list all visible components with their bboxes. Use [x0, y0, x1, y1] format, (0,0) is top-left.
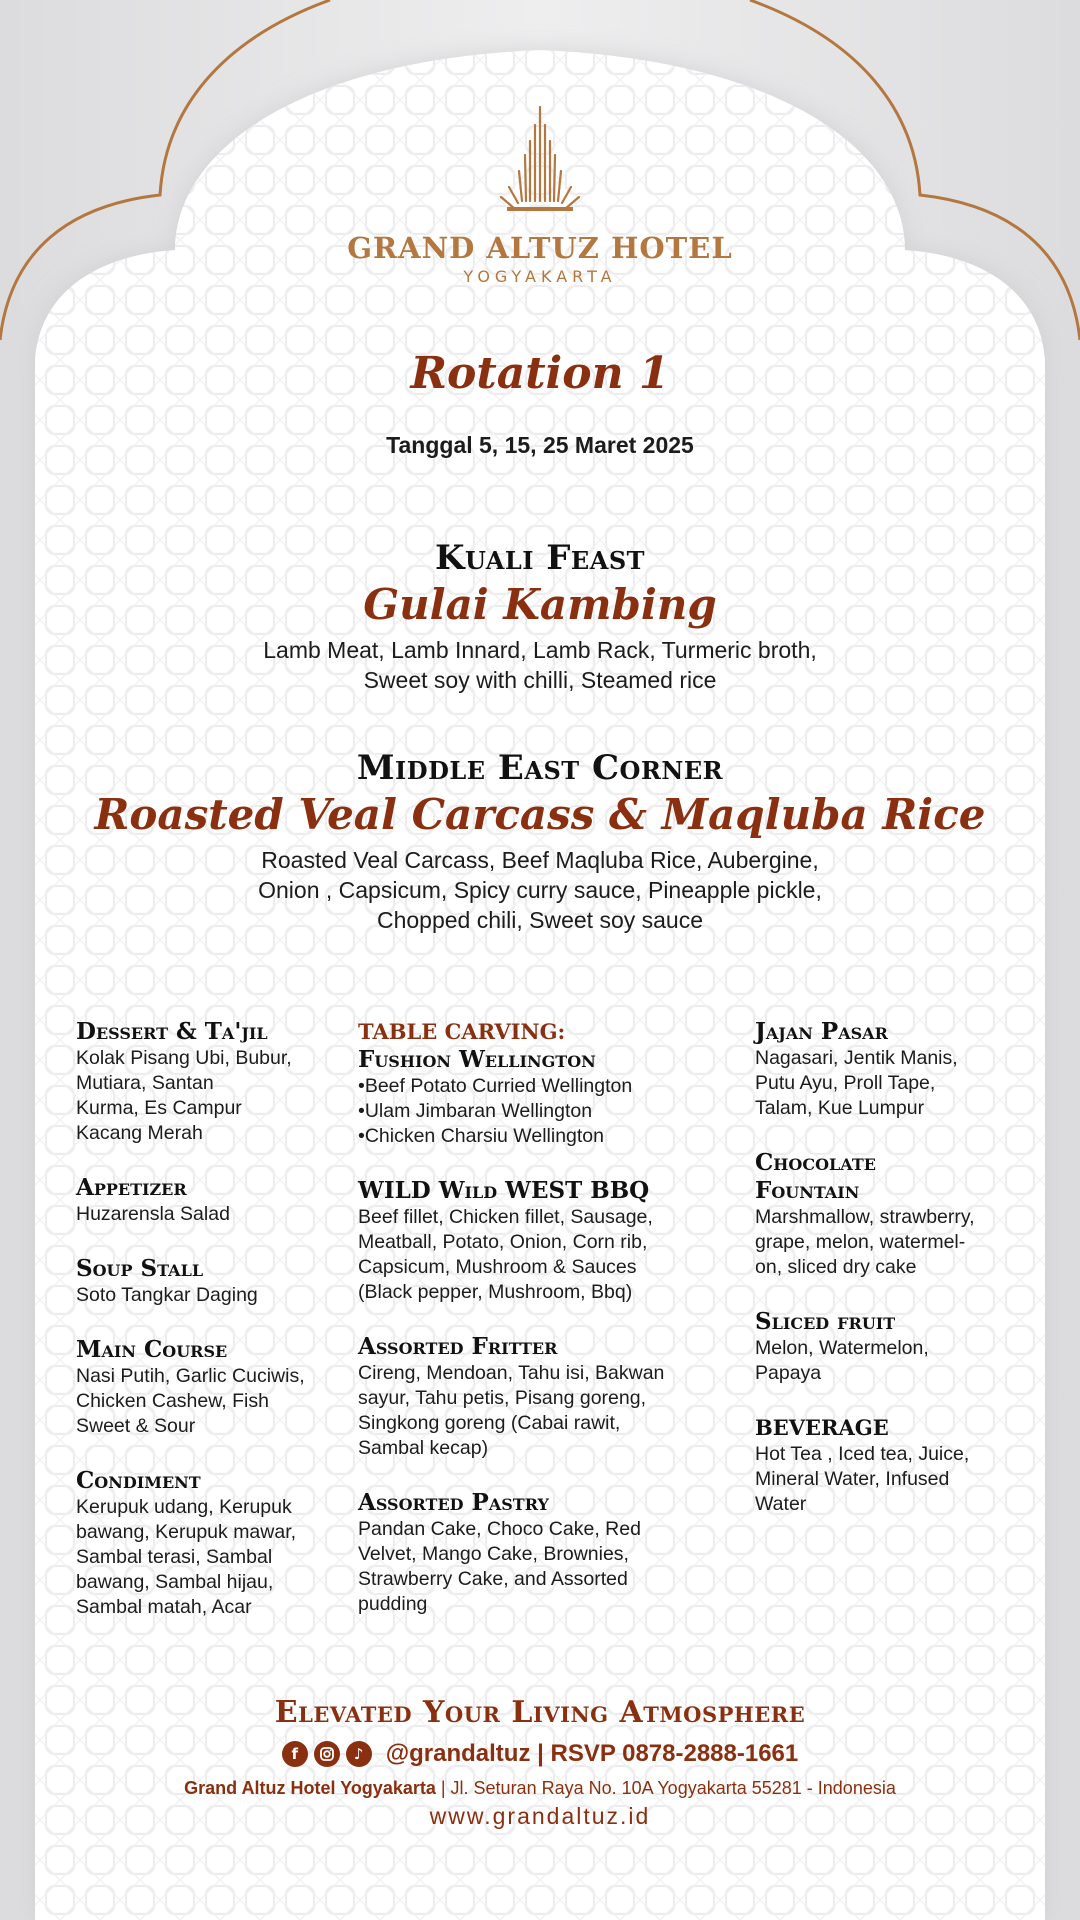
condiment-items — [76, 1495, 346, 1620]
list-item: • Ulam Jimbaran Wellington — [358, 1099, 718, 1124]
sliced-fruit-title: Sliced fruit — [755, 1308, 896, 1335]
hotel-city: YOGYAKARTA — [463, 267, 617, 286]
menu-line: Sambal terasi, Sambal — [76, 1546, 273, 1568]
menu-line: Hot Tea , Iced tea, Juice, — [755, 1443, 970, 1465]
hotel-address — [0, 1778, 1080, 1799]
menu-line: Strawberry Cake, and Assorted — [358, 1568, 628, 1590]
chocolate-fountain-section — [755, 1149, 1025, 1280]
dessert-items — [76, 1046, 346, 1146]
condiment-title: Condiment — [76, 1467, 201, 1494]
menu-line: Soto Tangkar Daging — [76, 1284, 258, 1306]
dessert-title: Dessert & Ta'jil — [76, 1018, 268, 1045]
menu-line: Marshmallow, strawberry, — [755, 1206, 975, 1228]
menu-line: Sweet & Sour — [76, 1415, 196, 1437]
beverage-section — [755, 1414, 1025, 1517]
logo-crown-icon — [485, 105, 595, 225]
tiktok-icon[interactable]: ♪ — [346, 1741, 372, 1767]
chocolate-fountain-title-2: Fountain — [755, 1177, 860, 1204]
menu-line: Sambal kecap) — [358, 1437, 489, 1459]
menu-line: bawang, Kerupuk mawar, — [76, 1521, 297, 1543]
menu-line: Papaya — [755, 1362, 822, 1384]
jajan-pasar-section — [755, 1018, 1025, 1121]
chocolate-fountain-title: Chocolate — [755, 1149, 876, 1176]
bbq-items — [358, 1205, 718, 1305]
main-course-title: Main Course — [76, 1336, 228, 1363]
menu-line: grape, melon, watermel- — [755, 1231, 966, 1253]
chocolate-fountain-items — [755, 1205, 1025, 1280]
menu-line: Mineral Water, Infused — [755, 1468, 950, 1490]
menu-line: Beef fillet, Chicken fillet, Sausage, — [358, 1206, 653, 1228]
address-street: | Jl. Seturan Raya No. 10A Yogyakarta 55281 - Indonesia — [435, 1778, 896, 1798]
menu-line: Kerupuk udang, Kerupuk — [76, 1496, 292, 1518]
kuali-desc-line: Sweet soy with chilli, Steamed rice — [363, 667, 717, 693]
main-course-items — [76, 1364, 346, 1439]
middle-east-desc-line: Onion , Capsicum, Spicy curry sauce, Pineapple pickle, — [258, 877, 822, 903]
list-item: • Chicken Charsiu Wellington — [358, 1124, 718, 1149]
menu-line: Velvet, Mango Cake, Brownies, — [358, 1543, 629, 1565]
soup-section — [76, 1255, 346, 1308]
table-carving-section — [358, 1018, 718, 1149]
middle-east-section — [60, 748, 1020, 935]
menu-line: Kurma, Es Campur — [76, 1097, 242, 1119]
beverage-items — [755, 1442, 1025, 1517]
middle-east-desc-line: Chopped chili, Sweet soy sauce — [376, 907, 704, 933]
menu-line: sayur, Tahu petis, Pisang goreng, — [358, 1387, 646, 1409]
facebook-icon[interactable]: f — [282, 1741, 308, 1767]
middle-east-desc-line: Roasted Veal Carcass, Beef Maqluba Rice, Aubergine, — [261, 847, 819, 873]
kuali-feast-description — [60, 635, 1020, 695]
menu-line: Kolak Pisang Ubi, Bubur, — [76, 1047, 292, 1069]
fritter-title: Assorted Fritter — [358, 1333, 558, 1360]
condiment-section — [76, 1467, 346, 1620]
menu-line: Talam, Kue Lumpur — [755, 1097, 925, 1119]
menu-column-center — [358, 1018, 718, 1645]
website-link[interactable]: www.grandaltuz.id — [429, 1803, 651, 1829]
middle-east-title: Middle East Corner — [356, 748, 724, 788]
middle-east-description — [60, 845, 1020, 935]
sliced-fruit-items — [755, 1336, 1025, 1386]
menu-line: Cireng, Mendoan, Tahu isi, Bakwan — [358, 1362, 665, 1384]
appetizer-section — [76, 1174, 346, 1227]
table-carving-title: Fushion Wellington — [358, 1046, 596, 1073]
appetizer-items — [76, 1202, 346, 1227]
kuali-feast-dish: Gulai Kambing — [363, 580, 717, 629]
sliced-fruit-section — [755, 1308, 1025, 1386]
rotation-title: Rotation 1 — [410, 348, 670, 399]
bbq-section — [358, 1177, 718, 1305]
pastry-title: Assorted Pastry — [358, 1489, 549, 1516]
menu-line: Mutiara, Santan — [76, 1072, 214, 1094]
middle-east-dish: Roasted Veal Carcass & Maqluba Rice — [94, 790, 986, 839]
soup-title: Soup Stall — [76, 1255, 204, 1282]
address-hotel-name: Grand Altuz Hotel Yogyakarta — [184, 1778, 436, 1798]
table-carving-label: TABLE CARVING: — [358, 1019, 566, 1044]
wellington-list — [358, 1074, 718, 1149]
menu-column-right — [755, 1018, 1025, 1545]
menu-line: Water — [755, 1493, 807, 1515]
menu-line: Putu Ayu, Proll Tape, — [755, 1072, 936, 1094]
menu-line: pudding — [358, 1593, 428, 1615]
menu-line: on, sliced dry cake — [755, 1256, 917, 1278]
instagram-icon[interactable] — [314, 1741, 340, 1767]
menu-line: (Black pepper, Mushroom, Bbq) — [358, 1281, 633, 1303]
menu-line: Sambal matah, Acar — [76, 1596, 252, 1618]
menu-line: Chicken Cashew, Fish — [76, 1390, 269, 1412]
hotel-logo — [0, 105, 1080, 286]
menu-column-left — [76, 1018, 346, 1648]
list-item: • Beef Potato Curried Wellington — [358, 1074, 718, 1099]
bbq-title: WILD Wild WEST BBQ — [358, 1177, 650, 1204]
jajan-pasar-items — [755, 1046, 1025, 1121]
social-row — [0, 1740, 1080, 1768]
fritter-section — [358, 1333, 718, 1461]
dessert-section — [76, 1018, 346, 1146]
kuali-desc-line: Lamb Meat, Lamb Innard, Lamb Rack, Turmeric broth, — [263, 637, 817, 663]
menu-line: Singkong goreng (Cabai rawit, — [358, 1412, 621, 1434]
menu-line: Pandan Cake, Choco Cake, Red — [358, 1518, 641, 1540]
social-handle-rsvp[interactable]: @grandaltuz | RSVP 0878-2888-1661 — [385, 1740, 799, 1767]
kuali-feast-title: Kuali Feast — [434, 538, 646, 578]
pastry-items — [358, 1517, 718, 1617]
rotation-date: Tanggal 5, 15, 25 Maret 2025 — [386, 432, 694, 458]
fritter-items — [358, 1361, 718, 1461]
kuali-feast-section — [60, 538, 1020, 695]
menu-line: Nasi Putih, Garlic Cuciwis, — [76, 1365, 305, 1387]
main-course-section — [76, 1336, 346, 1439]
appetizer-title: Appetizer — [76, 1174, 187, 1201]
menu-line: bawang, Sambal hijau, — [76, 1571, 274, 1593]
footer — [0, 1695, 1080, 1830]
menu-line: Kacang Merah — [76, 1122, 203, 1144]
menu-line: Huzarensla Salad — [76, 1203, 230, 1225]
beverage-title: BEVERAGE — [755, 1415, 889, 1440]
menu-line: Capsicum, Mushroom & Sauces — [358, 1256, 637, 1278]
menu-line: Meatball, Potato, Onion, Corn rib, — [358, 1231, 648, 1253]
hotel-name: GRAND ALTUZ HOTEL — [347, 231, 733, 265]
tagline: Elevated Your Living Atmosphere — [274, 1695, 806, 1730]
soup-items — [76, 1283, 346, 1308]
pastry-section — [358, 1489, 718, 1617]
menu-line: Nagasari, Jentik Manis, — [755, 1047, 958, 1069]
jajan-pasar-title: Jajan Pasar — [755, 1018, 888, 1045]
menu-line: Melon, Watermelon, — [755, 1337, 929, 1359]
